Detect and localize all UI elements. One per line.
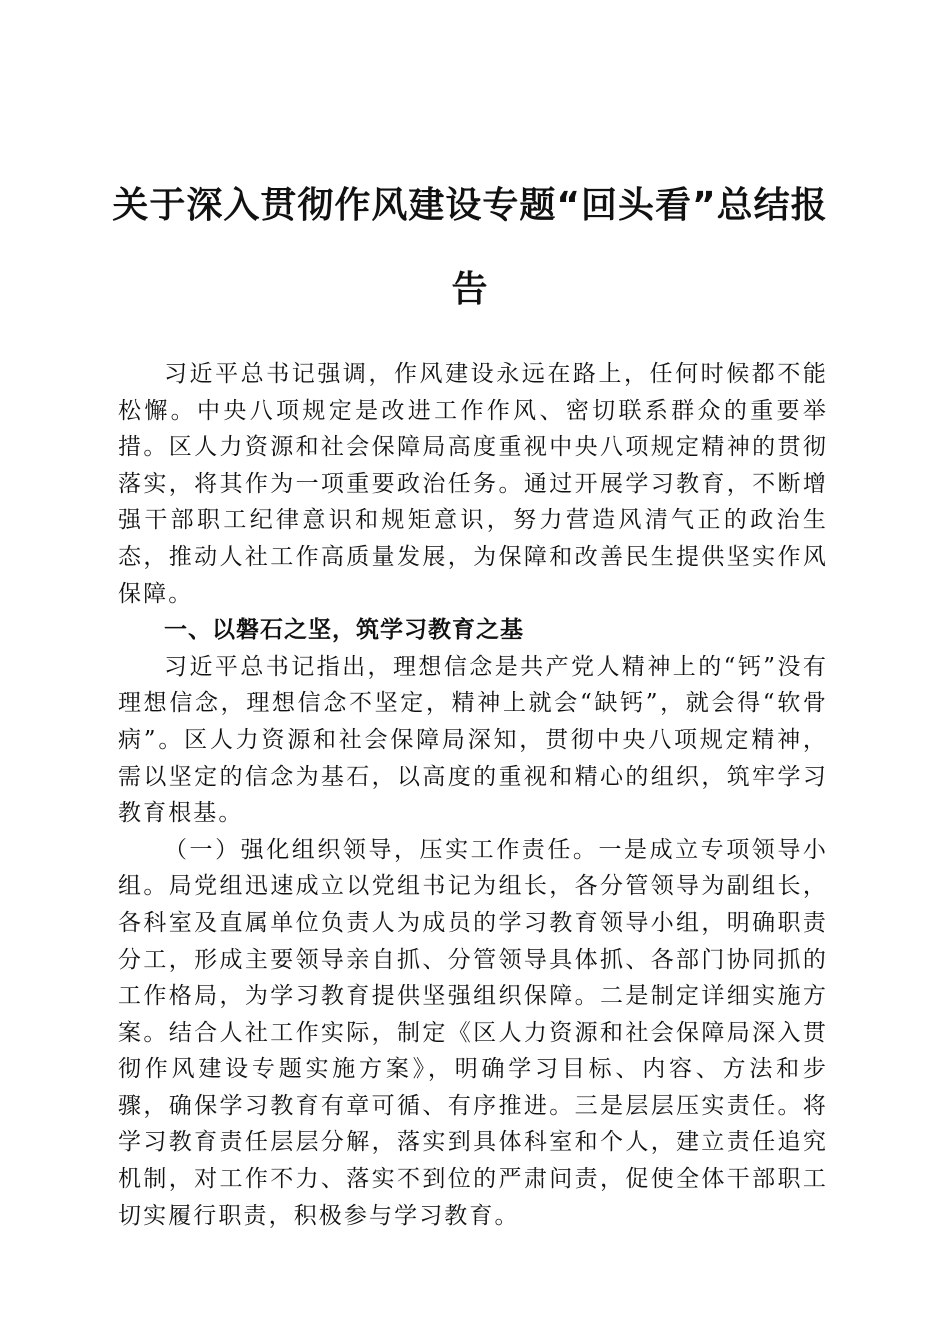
section-1-paragraph: 习近平总书记指出，理想信念是共产党人精神上的“钙”没有理想信念，理想信念不坚定，精神上就会“缺钙”，就会得“软骨病”。区人力资源和社会保障局深知，贯彻中央八项规定精神，需以坚定的信念为基石，以高度的重视和精心的组织，筑牢学习教育根基。: [118, 653, 828, 827]
subsection-1-lead: （一）强化组织领导，压实工作责任。: [164, 836, 599, 863]
section-heading-1: 一、以磐石之坚，筑学习教育之基: [164, 617, 524, 644]
subsection-1-text: 一是成立专项领导小组。局党组迅速成立以党组书记为组长，各分管领导为副组长，各科室及直属单位负责人为成员的学习教育领导小组，明确职责分工，形成主要领导亲自抓、分管领导具体抓、各部门协同抓的工作格局，为学习教育提供坚强组织保障。二是制定详细实施方案。结合人社工作实际，制定《区人力资源和社会保障局深入贯彻作风建设专题实施方案》，明确学习目标、内容、方法和步骤，确保学习教育有章可循、有序推进。三是层层压实责任。将学习教育责任层层分解，落实到具体科室和个人，建立责任追究机制，对工作不力、落实不到位的严肃问责，促使全体干部职工切实履行职责，积极参与学习教育。: [118, 836, 828, 1229]
document-body: [118, 356, 828, 1234]
subsection-1-paragraph: [118, 832, 828, 1235]
document-title: 关于深入贯彻作风建设专题“回头看”总结报告: [112, 185, 828, 310]
intro-paragraph: 习近平总书记强调，作风建设永远在路上，任何时候都不能松懈。中央八项规定是改进工作作风、密切联系群众的重要举措。区人力资源和社会保障局高度重视中央八项规定精神的贯彻落实，将其作为一项重要政治任务。通过开展学习教育，不断增强干部职工纪律意识和规矩意识，努力营造风清气正的政治生态，推动人社工作高质量发展，为保障和改善民生提供坚实作风保障。: [118, 361, 828, 607]
